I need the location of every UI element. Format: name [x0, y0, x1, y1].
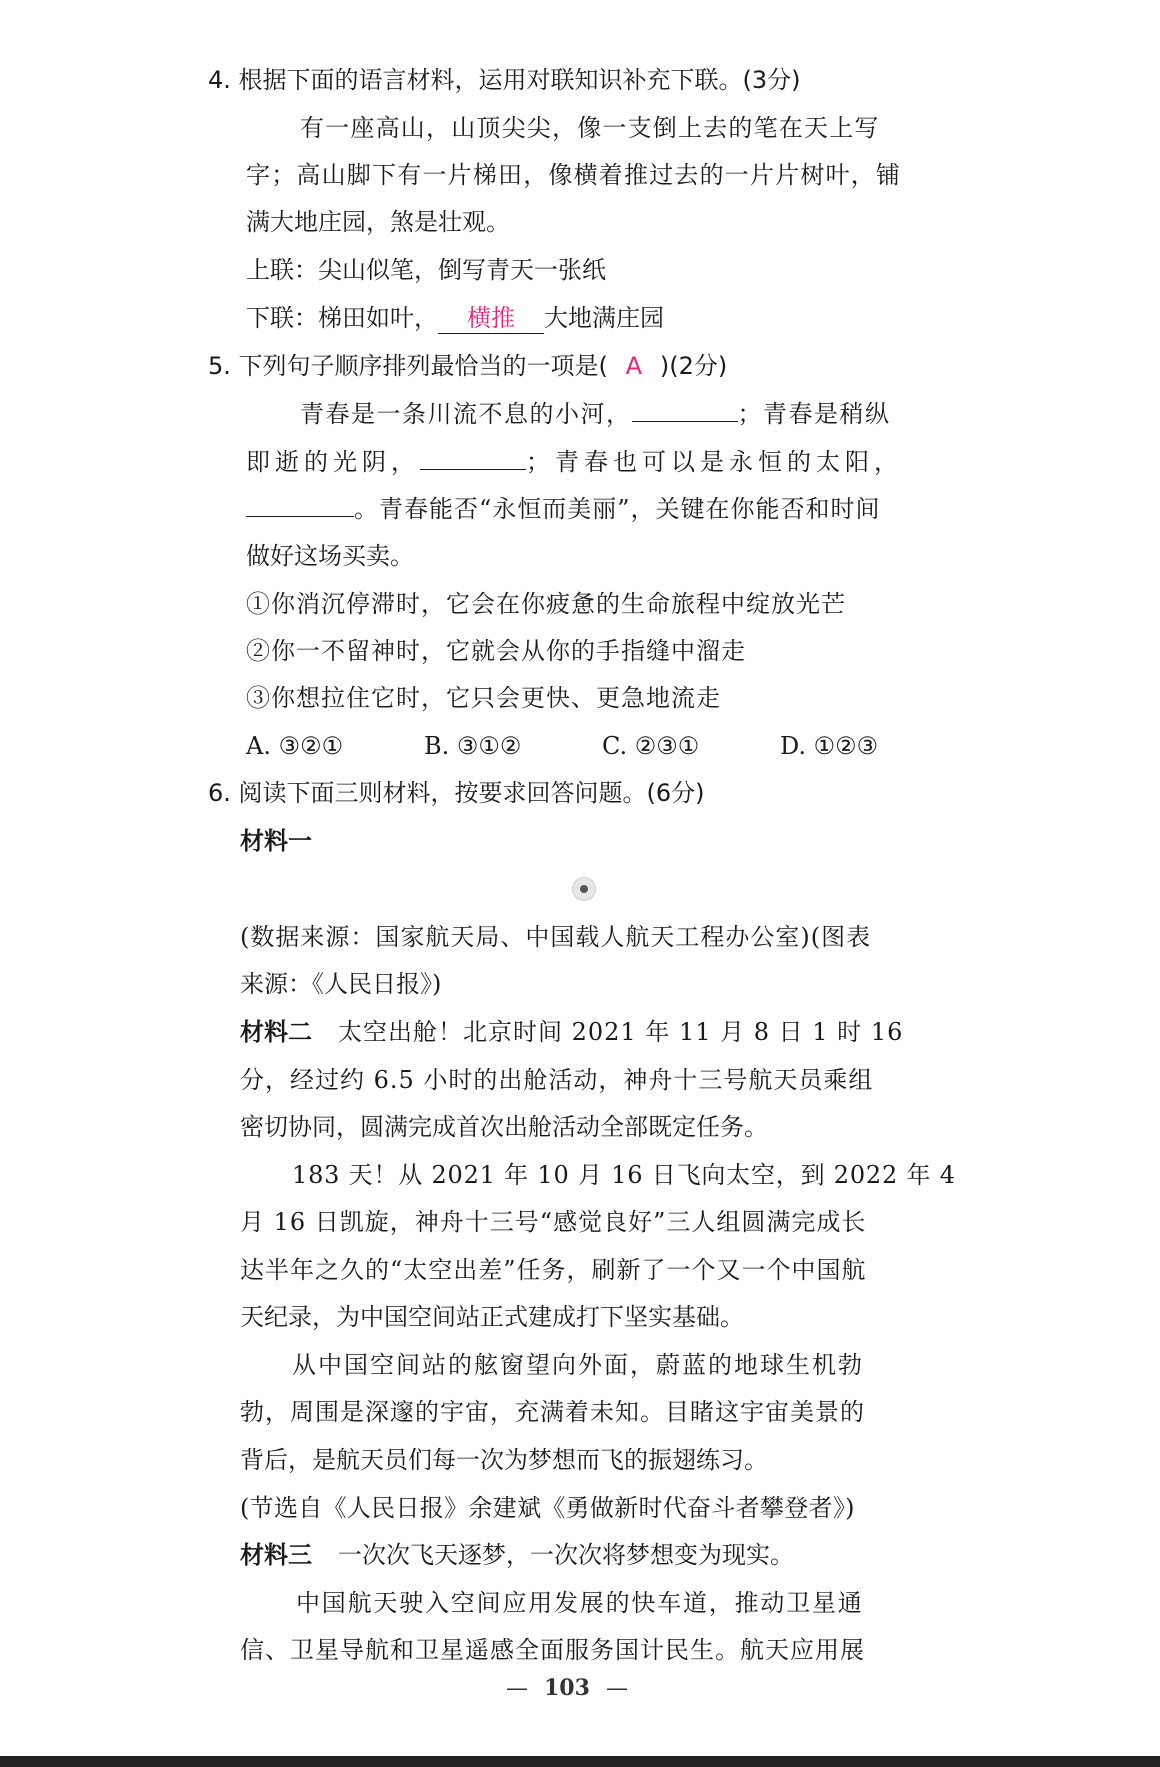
q4-lower-prefix: 下联：梯田如叶， [246, 304, 438, 332]
q5-option-d: D. ①②③ [780, 732, 879, 760]
q5-title [208, 350, 727, 382]
material-2-line-9: 勃，周围是深邃的宇宙，充满着未知。目睹这宇宙美景的 [240, 1398, 865, 1426]
q5-sentence-1: ①你消沉停滞时，它会在你疲惫的生命旅程中绽放光芒 [246, 590, 846, 618]
q5-sentence-2: ②你一不留神时，它就会从你的手指缝中溜走 [246, 637, 746, 665]
q5-option-a: A. ③②① [246, 732, 344, 760]
q4-para-line-2: 字；高山脚下有一片梯田，像横着推过去的一片片树叶，铺 [246, 161, 902, 189]
q5-para-2a: 即逝的光阴， [246, 448, 420, 476]
footer-dash-left: — [506, 1676, 528, 1701]
material-1-source-line-1: (数据来源：国家航天局、中国载人航天工程办公室)(图表 [240, 923, 872, 951]
q5-blank-3 [246, 494, 354, 517]
material-2-text-1: 太空出舱！北京时间 2021 年 11 月 8 日 1 时 16 [338, 1018, 904, 1046]
material-2-line-6: 达半年之久的“太空出差”任务，刷新了一个又一个中国航 [240, 1256, 867, 1284]
q4-lower-suffix: 大地满庄园 [544, 304, 664, 332]
page-footer [506, 1672, 628, 1705]
q5-blank-2 [420, 447, 526, 470]
q5-blank-1 [632, 399, 738, 422]
q5-para-1b: ；青春是稍纵 [737, 400, 891, 428]
image-placeholder-icon [572, 877, 596, 901]
material-2-line-3: 密切协同，圆满完成首次出舱活动全部既定任务。 [240, 1113, 768, 1141]
material-2-line-4: 183 天！从 2021 年 10 月 16 日飞向太空，到 2022 年 4 [292, 1161, 956, 1189]
q4-para-line-3: 满大地庄园，煞是壮观。 [246, 208, 510, 236]
q4-title: 4. 根据下面的语言材料，运用对联知识补充下联。(3分) [208, 66, 801, 94]
q5-title-suffix: )(2分) [659, 352, 728, 380]
material-1-source-line-2: 来源：《人民日报》) [240, 970, 442, 998]
q5-para-2b: ；青春也可以是永恒的太阳， [526, 448, 903, 476]
q5-option-b: B. ③①② [424, 732, 522, 760]
q5-para-1a: 青春是一条川流不息的小河， [300, 400, 632, 428]
material-3-label: 材料三 [240, 1541, 312, 1569]
material-3-line-2: 中国航天驶入空间应用发展的快车道，推动卫星通 [296, 1589, 864, 1617]
bottom-edge-bar [0, 1756, 1160, 1767]
q4-answer: 横推 [467, 304, 515, 332]
material-2-source: (节选自《人民日报》余建斌《勇做新时代奋斗者攀登者》) [240, 1494, 855, 1522]
footer-dash-right: — [605, 1676, 628, 1701]
material-2-line-1 [240, 1016, 903, 1048]
material-2-line-10: 背后，是航天员们每一次为梦想而飞的振翅练习。 [240, 1446, 768, 1474]
q5-para-line-2 [246, 446, 903, 478]
material-3-line-1 [240, 1539, 794, 1571]
material-3-text-1: 一次次飞天逐梦，一次次将梦想变为现实。 [338, 1541, 794, 1569]
material-3-line-3: 信、卫星导航和卫星遥感全面服务国计民生。航天应用展 [240, 1636, 865, 1664]
material-2-line-7: 天纪录，为中国空间站正式建成打下坚实基础。 [240, 1303, 744, 1331]
q5-options [246, 730, 958, 762]
page-number: 103 [544, 1675, 590, 1701]
material-2-label: 材料二 [240, 1018, 312, 1046]
q5-para-line-4: 做好这场买卖。 [246, 542, 414, 570]
q5-title-prefix: 5. 下列句子顺序排列最恰当的一项是( [208, 352, 608, 380]
q4-answer-blank [438, 303, 544, 334]
material-2-line-5: 月 16 日凯旋，神舟十三号“感觉良好”三人组圆满完成长 [240, 1208, 867, 1236]
q5-option-c: C. ②③① [602, 732, 700, 760]
q5-para-3: 。青春能否“永恒而美丽”，关键在你能否和时间 [354, 495, 881, 523]
q6-title: 6. 阅读下面三则材料，按要求回答问题。(6分) [208, 779, 705, 807]
q5-answer: A [625, 352, 643, 380]
q4-lower-couplet [246, 302, 664, 334]
material-1-label: 材料一 [240, 827, 312, 855]
q5-para-line-1 [300, 398, 891, 430]
q4-para-line-1: 有一座高山，山顶尖尖，像一支倒上去的笔在天上写 [300, 114, 880, 142]
material-2-line-8: 从中国空间站的舷窗望向外面，蔚蓝的地球生机勃 [292, 1351, 864, 1379]
material-2-line-2: 分，经过约 6.5 小时的出舱活动，神舟十三号航天员乘组 [240, 1066, 874, 1094]
q5-sentence-3: ③你想拉住它时，它只会更快、更急地流走 [246, 684, 721, 712]
q4-upper-couplet: 上联：尖山似笔，倒写青天一张纸 [246, 256, 606, 284]
q5-para-line-3 [246, 493, 881, 525]
